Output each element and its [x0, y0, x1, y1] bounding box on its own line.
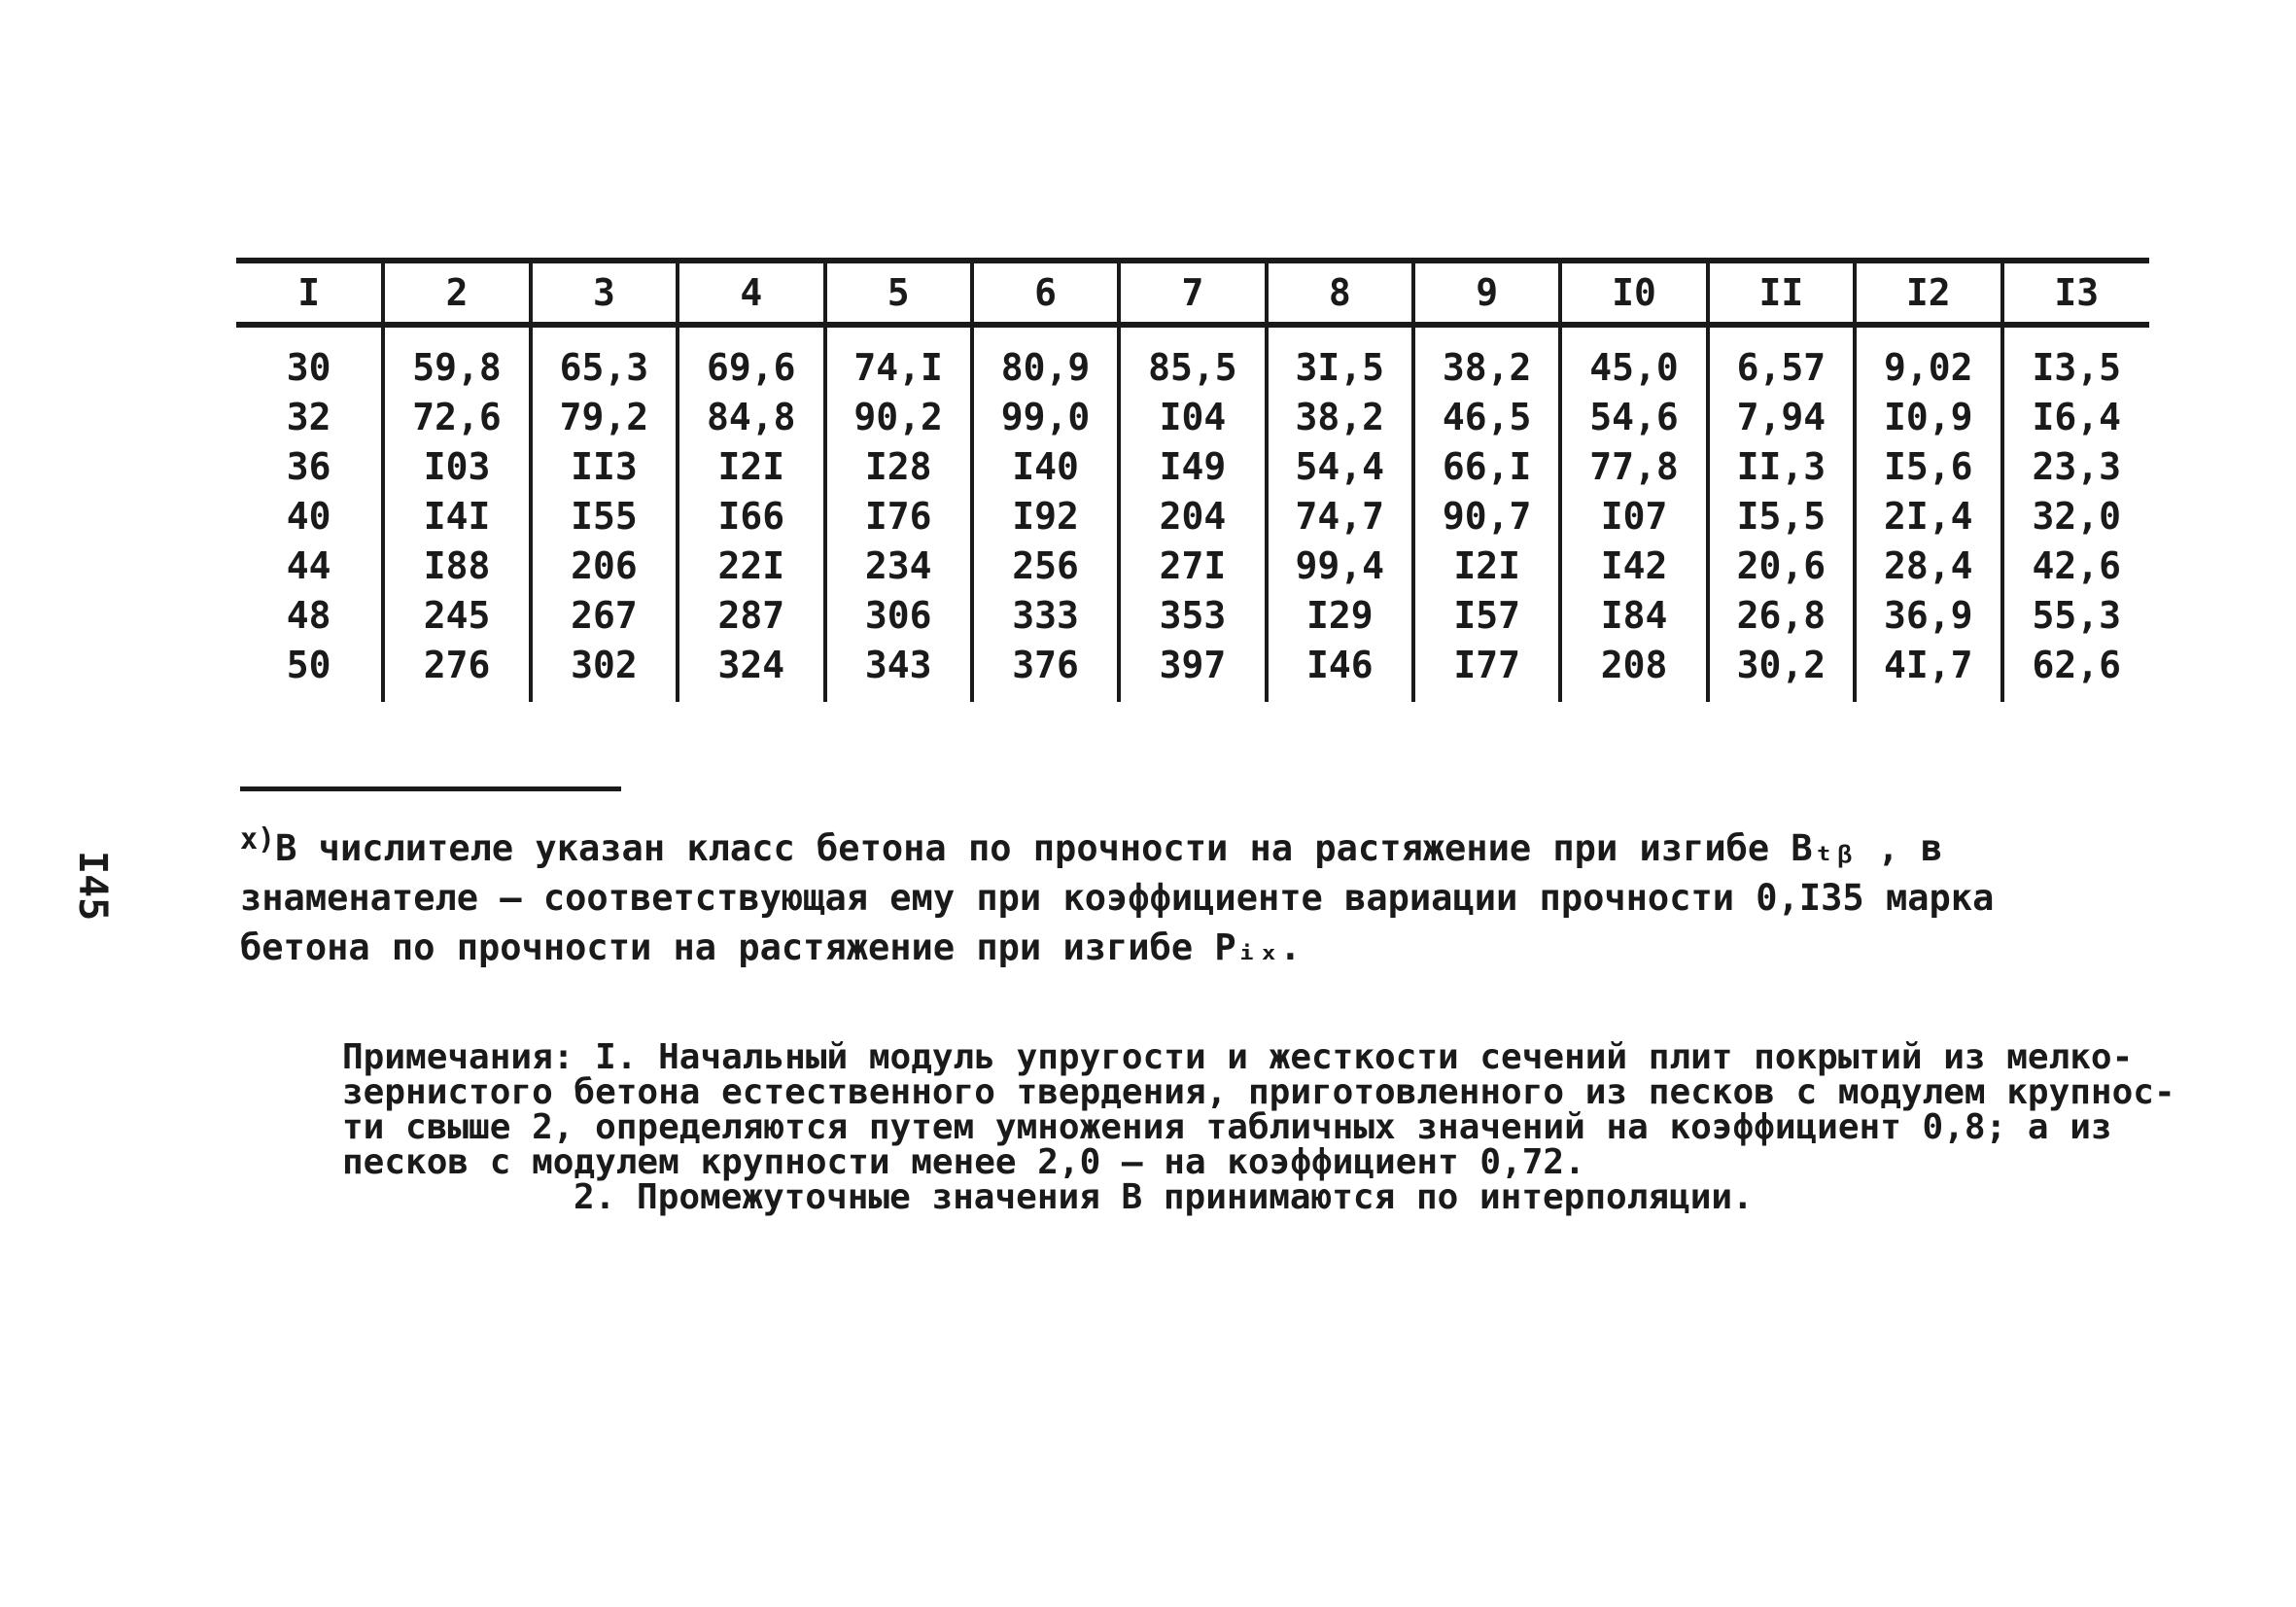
table-cell: 74,I [825, 325, 972, 393]
table-cell: 206 [531, 541, 678, 591]
table-cell: 4I,7 [1855, 641, 2001, 702]
table-cell: I5,5 [1708, 492, 1855, 541]
data-table [236, 258, 2149, 702]
table-cell: 79,2 [531, 393, 678, 442]
table-cell: 77,8 [1560, 442, 1707, 492]
table-cell: 65,3 [531, 325, 678, 393]
table-cell: 9,02 [1855, 325, 2001, 393]
table-cell: 36 [286, 445, 331, 488]
table-cell: 6,57 [1708, 325, 1855, 393]
table-cell: 36,9 [1855, 591, 2001, 641]
table-cell: 324 [678, 641, 824, 702]
table-cell: I66 [678, 492, 824, 541]
column-header: I0 [1560, 261, 1707, 325]
column-header: 8 [1267, 261, 1413, 325]
table-row [236, 325, 2149, 393]
table-cell: 44 [286, 544, 331, 587]
table-cell: I28 [825, 442, 972, 492]
column-header: 5 [825, 261, 972, 325]
table-cell: 85,5 [1119, 325, 1266, 393]
note-line: ти свыше 2, определяются путем умножения табличных значений на коэффициент 0,8; а из [342, 1107, 2112, 1147]
table-row [236, 442, 2149, 492]
table-cell: 42,6 [2002, 541, 2150, 591]
table-cell: II,3 [1708, 442, 1855, 492]
table-cell: 50 [286, 644, 331, 686]
table-cell: I5,6 [1855, 442, 2001, 492]
table-cell: 59,8 [383, 325, 530, 393]
table-cell: I92 [972, 492, 1119, 541]
table-cell: 69,6 [678, 325, 824, 393]
table-body [236, 325, 2149, 702]
table-cell: 306 [825, 591, 972, 641]
table-cell: 30,2 [1708, 641, 1855, 702]
table-cell: I4I [383, 492, 530, 541]
note-line: Примечания: I. Начальный модуль упругости и жесткости сечений плит покрытий из мелко- [342, 1037, 2134, 1077]
table-cell: 90,7 [1413, 492, 1560, 541]
table-cell: 80,9 [972, 325, 1119, 393]
data-table-container [236, 258, 2149, 702]
table-cell: 208 [1560, 641, 1707, 702]
table-row [236, 641, 2149, 702]
table-cell: I46 [1267, 641, 1413, 702]
table-cell: 46,5 [1413, 393, 1560, 442]
table-cell: 32,0 [2002, 492, 2150, 541]
table-cell: I2I [678, 442, 824, 492]
table-cell: 74,7 [1267, 492, 1413, 541]
table-cell: 376 [972, 641, 1119, 702]
table-cell: 99,0 [972, 393, 1119, 442]
note-line: зернистого бетона естественного твердения, приготовленного из песков с модулем крупнос- [342, 1072, 2175, 1112]
notes-block [342, 1037, 2175, 1217]
table-cell: 55,3 [2002, 591, 2150, 641]
table-cell: I84 [1560, 591, 1707, 641]
table-cell: II3 [531, 442, 678, 492]
table-cell: 287 [678, 591, 824, 641]
table-cell: 72,6 [383, 393, 530, 442]
table-cell: 23,3 [2002, 442, 2150, 492]
table-cell: 343 [825, 641, 972, 702]
table-cell: 45,0 [1560, 325, 1707, 393]
table-cell: I77 [1413, 641, 1560, 702]
table-cell: 267 [531, 591, 678, 641]
table-cell: 28,4 [1855, 541, 2001, 591]
table-cell: 7,94 [1708, 393, 1855, 442]
table-cell: I88 [383, 541, 530, 591]
table-cell: 54,4 [1267, 442, 1413, 492]
column-header: 7 [1119, 261, 1266, 325]
column-header: 9 [1413, 261, 1560, 325]
footnote-marker: x) [240, 822, 276, 856]
table-cell: 90,2 [825, 393, 972, 442]
table-cell: 54,6 [1560, 393, 1707, 442]
table-cell: I0,9 [1855, 393, 2001, 442]
table-cell: I29 [1267, 591, 1413, 641]
column-header: I3 [2002, 261, 2150, 325]
table-cell: I04 [1119, 393, 1266, 442]
table-cell: I57 [1413, 591, 1560, 641]
table-cell: 38,2 [1267, 393, 1413, 442]
table-cell: 20,6 [1708, 541, 1855, 591]
table-cell: 302 [531, 641, 678, 702]
table-cell: I76 [825, 492, 972, 541]
table-cell: 256 [972, 541, 1119, 591]
table-cell: 397 [1119, 641, 1266, 702]
column-header: 3 [531, 261, 678, 325]
page-number: I45 [70, 851, 115, 922]
table-cell: I3,5 [2002, 325, 2150, 393]
table-cell: 204 [1119, 492, 1266, 541]
note-2: 2. Промежуточные значения B принимаются по интерполяции. [574, 1177, 1754, 1217]
table-cell: 27I [1119, 541, 1266, 591]
table-cell: 3I,5 [1267, 325, 1413, 393]
column-header: I2 [1855, 261, 2001, 325]
table-cell: 48 [286, 594, 331, 637]
table-cell: I49 [1119, 442, 1266, 492]
table-cell: 40 [286, 495, 331, 538]
column-header: 4 [678, 261, 824, 325]
table-cell: 234 [825, 541, 972, 591]
table-cell: 30 [286, 346, 331, 389]
table-header [236, 261, 2149, 325]
table-row [236, 492, 2149, 541]
footnote-text: В числителе указан класс бетона по прочности на растяжение при изгибе Bₜᵦ , в знаменателе – соответствующая ему при коэффициенте вариации прочности 0,I35 марка бетона по прочности на растяжение при изгибе Pᵢₓ. [240, 827, 1995, 968]
table-cell: I2I [1413, 541, 1560, 591]
table-cell: I40 [972, 442, 1119, 492]
table-cell: 22I [678, 541, 824, 591]
table-cell: 38,2 [1413, 325, 1560, 393]
column-header: II [1708, 261, 1855, 325]
footnote [240, 815, 2116, 972]
table-row [236, 591, 2149, 641]
table-cell: 99,4 [1267, 541, 1413, 591]
table-cell: 333 [972, 591, 1119, 641]
table-row [236, 393, 2149, 442]
table-cell: 62,6 [2002, 641, 2150, 702]
table-cell: I07 [1560, 492, 1707, 541]
header-row [236, 261, 2149, 325]
table-cell: 26,8 [1708, 591, 1855, 641]
table-row [236, 541, 2149, 591]
table-cell: 32 [286, 396, 331, 438]
table-cell: 245 [383, 591, 530, 641]
table-cell: I55 [531, 492, 678, 541]
table-cell: I42 [1560, 541, 1707, 591]
table-cell: 2I,4 [1855, 492, 2001, 541]
column-header: I [236, 261, 383, 325]
footnote-divider [240, 786, 621, 791]
table-cell: I6,4 [2002, 393, 2150, 442]
table-cell: 353 [1119, 591, 1266, 641]
column-header: 6 [972, 261, 1119, 325]
table-cell: I03 [383, 442, 530, 492]
table-cell: 66,I [1413, 442, 1560, 492]
note-line: песков с модулем крупности менее 2,0 – на коэффициент 0,72. [342, 1142, 1585, 1182]
column-header: 2 [383, 261, 530, 325]
table-cell: 276 [383, 641, 530, 702]
table-cell: 84,8 [678, 393, 824, 442]
